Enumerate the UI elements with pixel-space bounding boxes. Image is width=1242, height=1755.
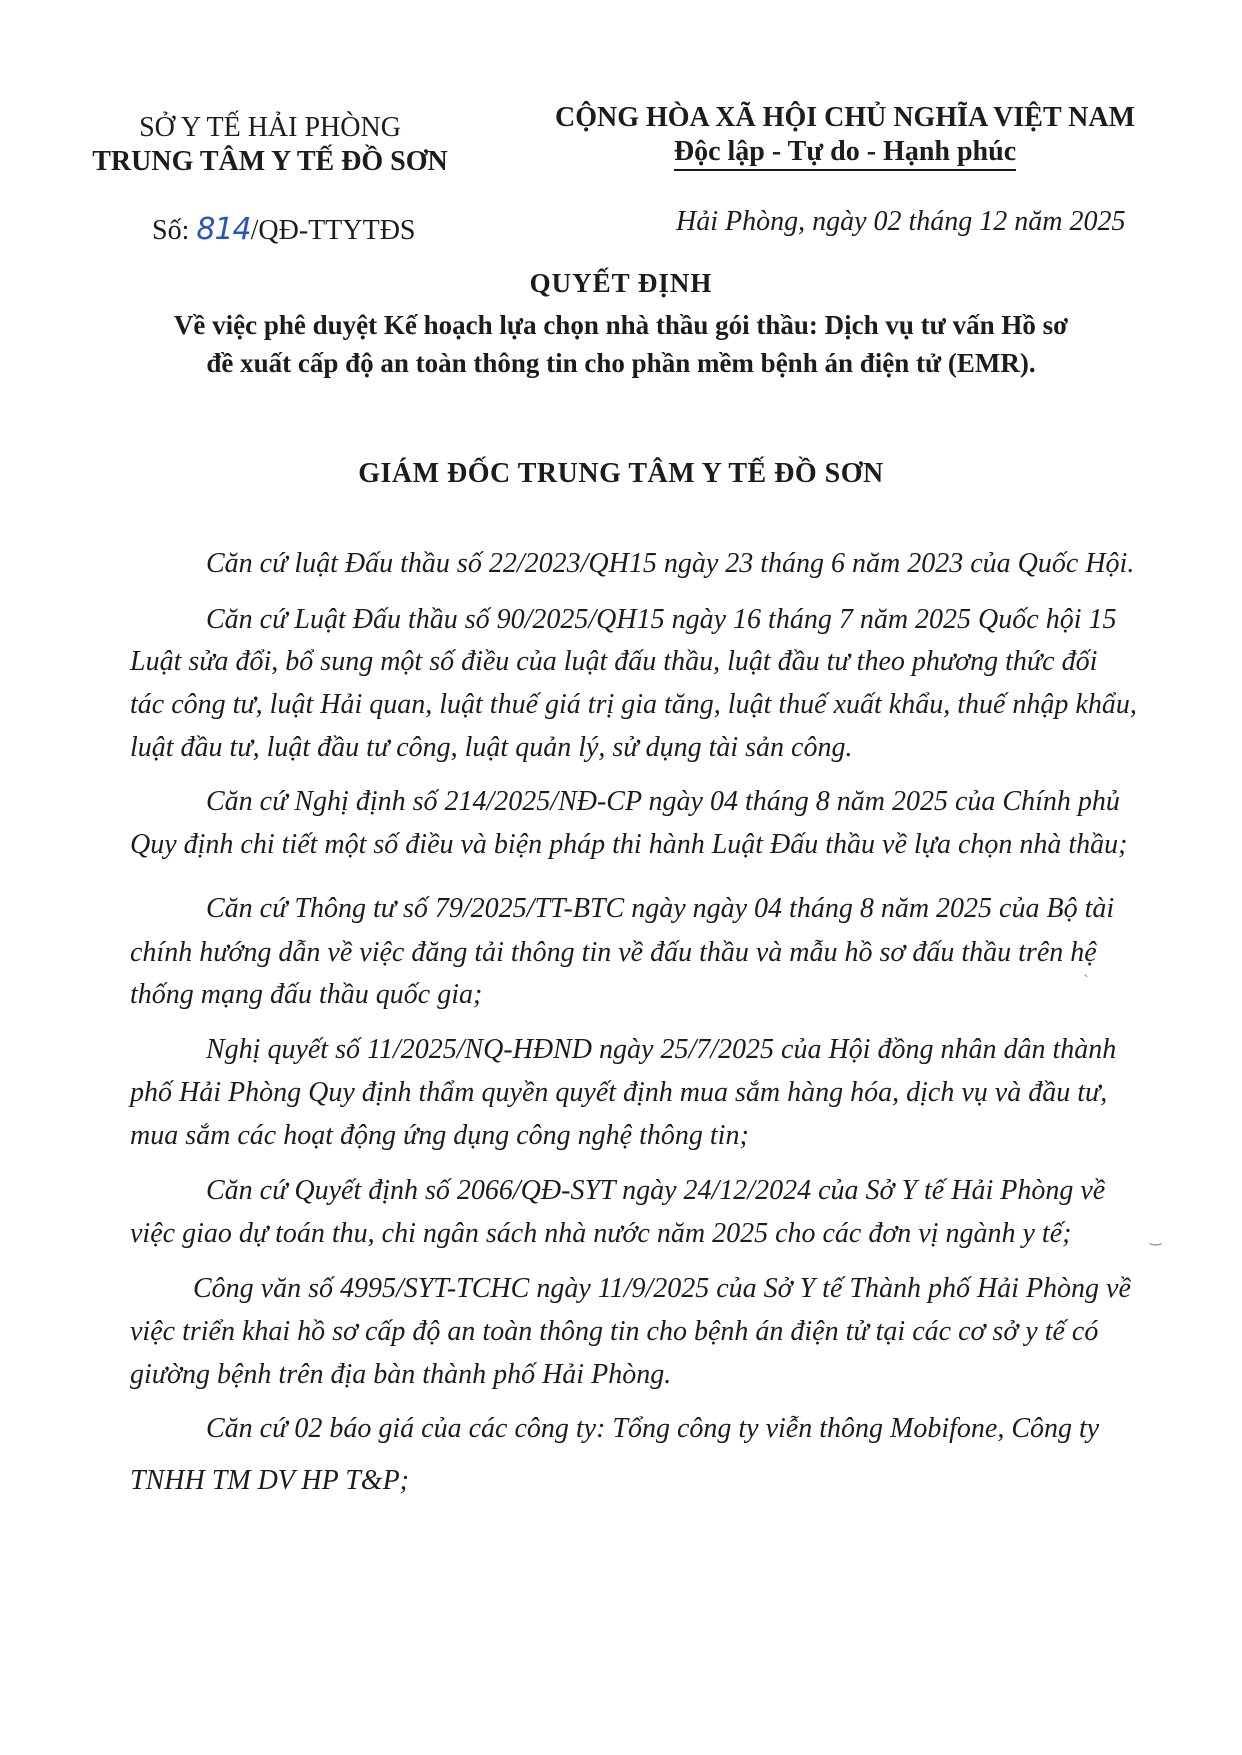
body-line: luật đầu tư, luật đầu tư công, luật quản lý, sử dụng tài sản công. bbox=[130, 732, 853, 763]
body-line: Luật sửa đổi, bổ sung một số điều của luật đấu thầu, luật đầu tư theo phương thức đối bbox=[130, 646, 1098, 677]
issuing-organization: TRUNG TÂM Y TẾ ĐỒ SƠN bbox=[92, 146, 448, 177]
body-line: phố Hải Phòng Quy định thẩm quyền quyết định mua sắm hàng hóa, dịch vụ và đầu tư, bbox=[130, 1077, 1108, 1108]
body-line: việc giao dự toán thu, chi ngân sách nhà nước năm 2025 cho các đơn vị ngành y tế; bbox=[130, 1218, 1072, 1249]
body-line: Căn cứ Quyết định số 2066/QĐ-SYT ngày 24/12/2024 của Sở Y tế Hải Phòng về bbox=[206, 1175, 1106, 1206]
handwritten-number: 814 bbox=[196, 212, 251, 247]
body-line: Công văn số 4995/SYT-TCHC ngày 11/9/2025 của Sở Y tế Thành phố Hải Phòng về bbox=[193, 1273, 1131, 1304]
body-line: chính hướng dẫn về việc đăng tải thông tin về đấu thầu và mẫu hồ sơ đấu thầu trên hệ bbox=[130, 937, 1097, 968]
parent-organization: SỞ Y TẾ HẢI PHÒNG bbox=[139, 112, 401, 143]
body-line: Căn cứ Thông tư số 79/2025/TT-BTC ngày ngày 04 tháng 8 năm 2025 của Bộ tài bbox=[206, 893, 1115, 924]
national-motto bbox=[520, 136, 1170, 168]
body-line: tác công tư, luật Hải quan, luật thuế giá trị gia tăng, luật thuế xuất khẩu, thuế nhập khẩu, bbox=[130, 689, 1137, 720]
body-line: TNHH TM DV HP T&P; bbox=[130, 1465, 410, 1496]
body-line: Căn cứ 02 báo giá của các công ty: Tổng công ty viễn thông Mobifone, Công ty bbox=[206, 1413, 1100, 1444]
body-line: Căn cứ Luật Đấu thầu số 90/2025/QH15 ngày 16 tháng 7 năm 2025 Quốc hội 15 bbox=[206, 604, 1117, 635]
motto-text: Độc lập - Tự do - Hạnh phúc bbox=[674, 136, 1016, 171]
document-number bbox=[152, 212, 416, 247]
document-type-title: QUYẾT ĐỊNH bbox=[529, 268, 713, 298]
issuing-authority: GIÁM ĐỐC TRUNG TÂM Y TẾ ĐỒ SƠN bbox=[358, 458, 884, 489]
document-number-prefix: Số: bbox=[152, 215, 197, 246]
body-line: Căn cứ Nghị định số 214/2025/NĐ-CP ngày 04 tháng 8 năm 2025 của Chính phủ bbox=[206, 786, 1120, 817]
body-line: giường bệnh trên địa bàn thành phố Hải Phòng. bbox=[130, 1359, 672, 1390]
subject-line: Về việc phê duyệt Kế hoạch lựa chọn nhà thầu gói thầu: Dịch vụ tư vấn Hồ sơ bbox=[173, 310, 1069, 340]
body-line: Quy định chi tiết một số điều và biện pháp thi hành Luật Đấu thầu về lựa chọn nhà thầu; bbox=[130, 829, 1128, 860]
body-line: Căn cứ luật Đấu thầu số 22/2023/QH15 ngày 23 tháng 6 năm 2023 của Quốc Hội. bbox=[206, 548, 1135, 579]
subject-line: đề xuất cấp độ an toàn thông tin cho phần mềm bệnh án điện tử (EMR). bbox=[206, 348, 1036, 378]
place-and-date: Hải Phòng, ngày 02 tháng 12 năm 2025 bbox=[676, 206, 1126, 237]
body-line: việc triển khai hồ sơ cấp độ an toàn thông tin cho bệnh án điện tử tại các cơ sở y tế có bbox=[130, 1316, 1099, 1347]
body-line: mua sắm các hoạt động ứng dụng công nghệ thông tin; bbox=[130, 1120, 749, 1151]
scan-speck-icon: ˋ bbox=[1083, 974, 1090, 990]
document-number-suffix: /QĐ-TTYTĐS bbox=[250, 215, 416, 246]
body-line: Nghị quyết số 11/2025/NQ-HĐND ngày 25/7/2025 của Hội đồng nhân dân thành bbox=[206, 1034, 1117, 1065]
scan-speck-icon: ‿ bbox=[1150, 1230, 1162, 1246]
national-title: CỘNG HÒA XÃ HỘI CHỦ NGHĨA VIỆT NAM bbox=[554, 102, 1136, 133]
body-line: thống mạng đấu thầu quốc gia; bbox=[130, 979, 483, 1010]
